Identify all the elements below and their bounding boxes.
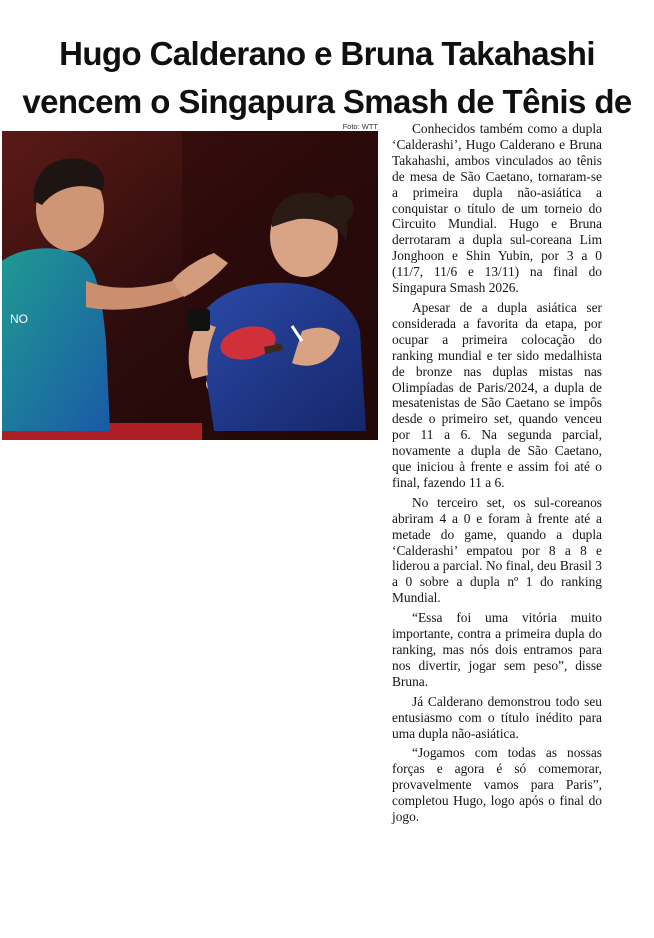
- article-body: [392, 121, 602, 825]
- headline: Hugo Calderano e Bruna Takahashi vencem o Singapura Smash de Tênis de: [22, 35, 632, 121]
- paragraph: Conhecidos também como a dupla ‘Calderashi’, Hugo Calderano e Bruna Takahashi, ambos vinculados ao tênis de mesa de São Caetano, tornaram-se a primeira dupla não-asiática a conquistar o título de um torneio do Circuito Mundial. Hugo e Bruna derrotaram a dupla sul-coreana Lim Jonghoon e Shin Yubin, por 3 a 0 (11/7, 11/6 e 13/11) na final do Singapura Smash 2026.: [392, 121, 602, 296]
- photo-credit: Foto: WTT: [342, 122, 378, 131]
- paragraph: No terceiro set, os sul-coreanos abriram 4 a 0 e foram à frente até a metade do game, quando a dupla ‘Calderashi’ empatou por 8 a 8 e liderou a parcial. No final, deu Brasil 3 a 0 sobre a dupla nº 1 do ranking Mundial.: [392, 494, 602, 606]
- svg-text:NO: NO: [10, 312, 28, 326]
- paragraph: Apesar de a dupla asiática ser considerada a favorita da etapa, por ocupar a primeira colocação do ranking mundial e ter sido medalhista de bronze nas duplas mistas nas Olimpíadas de Paris/2024, a dupla de mesatenistas de São Caetano se impôs desde o primeiro set, quando venceu por 11 a 6. Na segunda parcial, novamente a dupla de São Caetano, que iniciou à frente e assim foi até o final, fazendo 11 a 6.: [392, 299, 602, 490]
- article-photo: [2, 131, 378, 440]
- paragraph: Já Calderano demonstrou todo seu entusiasmo com o título inédito para uma dupla não-asiática.: [392, 693, 602, 741]
- paragraph: “Jogamos com todas as nossas forças e agora é só comemorar, provavelmente vamos para Paris”, completou Hugo, logo após o final do jogo.: [392, 745, 602, 825]
- photo-illustration: [2, 131, 378, 440]
- paragraph: “Essa foi uma vitória muito importante, contra a primeira dupla do ranking, mas nós dois entramos para nos divertir, jogar sem peso”, disse Bruna.: [392, 610, 602, 689]
